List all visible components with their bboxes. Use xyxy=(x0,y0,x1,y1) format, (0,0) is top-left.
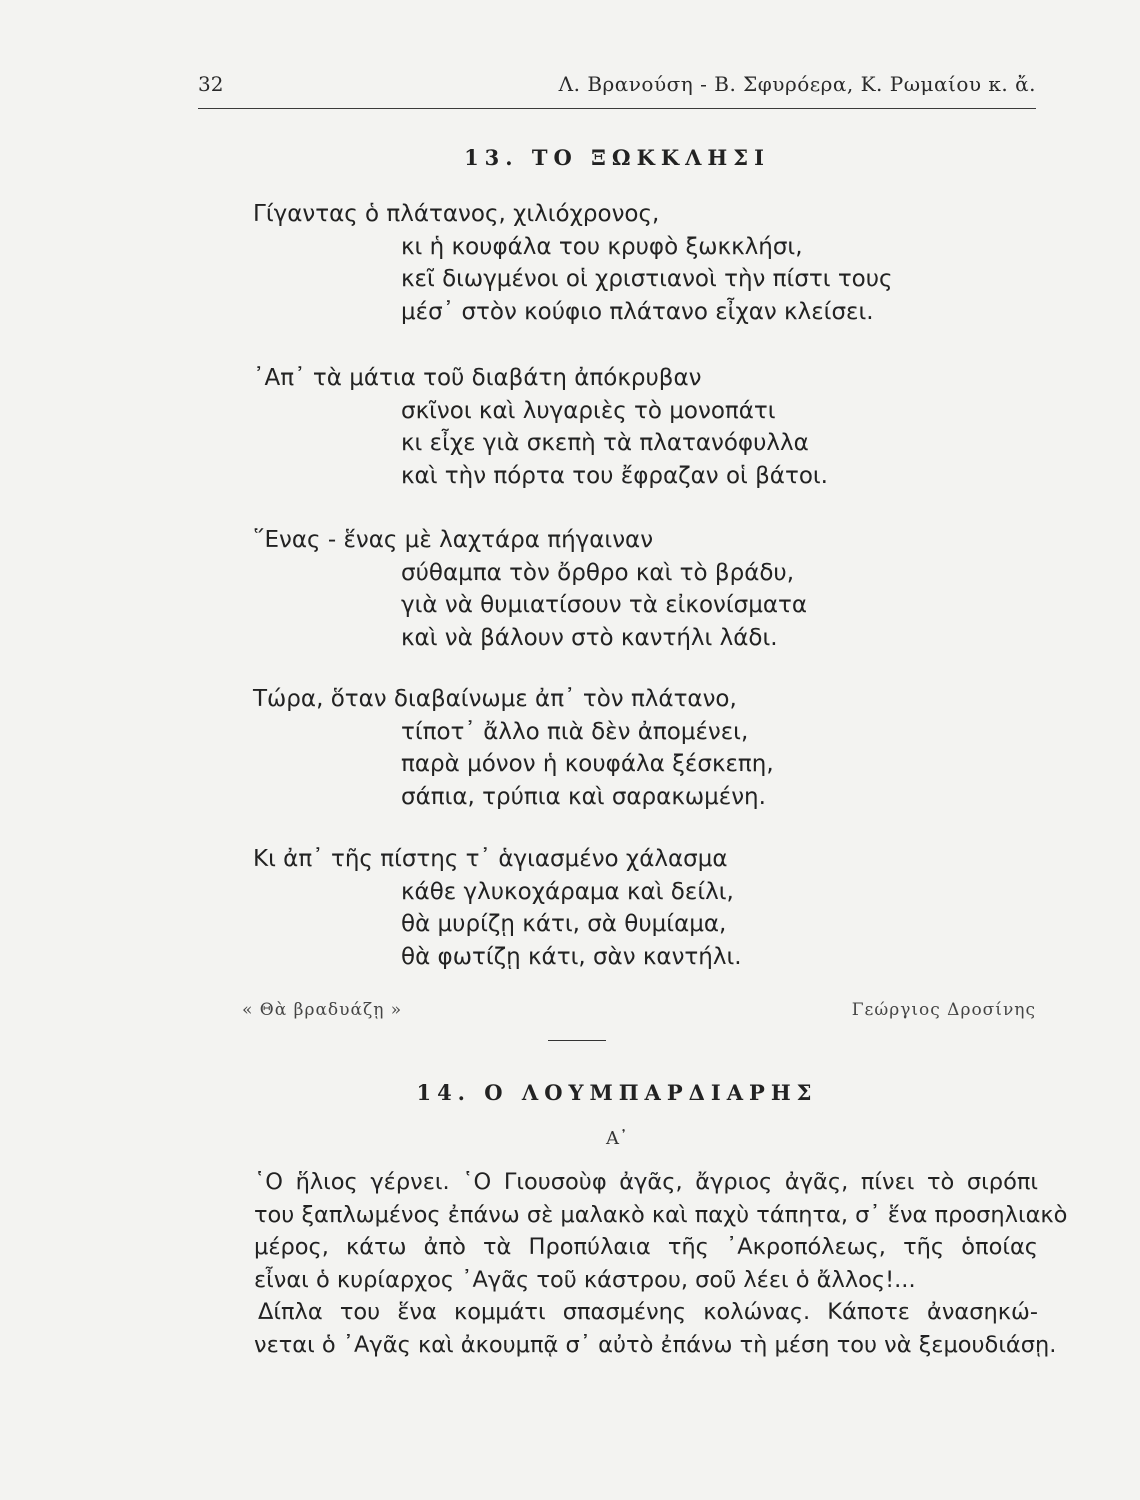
stanza-1 xyxy=(253,198,1053,328)
poem-author: Γεώργιος Δροσίνης xyxy=(851,1000,1036,1020)
section-separator xyxy=(548,1040,606,1041)
verse-line: τίποτ᾽ ἄλλο πιὰ δὲν ἀπομένει, xyxy=(401,718,749,745)
verse-line: κι εἶχε γιὰ σκεπὴ τὰ πλατανόφυλλα xyxy=(401,430,809,456)
verse-line: σάπια, τρύπια καὶ σαρακωμένη. xyxy=(401,783,766,810)
verse-line: σκῖνοι καὶ λυγαριὲς τὸ μονοπάτι xyxy=(401,397,776,424)
verse-line: ᾽Απ᾽ τὰ μάτια τοῦ διαβάτη ἀπόκρυβαν xyxy=(253,365,702,391)
prose-line: εἶναι ὁ κυρίαρχος ᾽Αγᾶς τοῦ κάστρου, σοῦ λέει ὁ ἄλλος!... xyxy=(254,1266,916,1293)
stanza-4 xyxy=(253,683,1053,813)
verse-line: Γίγαντας ὁ πλάτανος, χιλιόχρονος, xyxy=(253,201,660,227)
verse-line: σύθαμπα τὸν ὄρθρο καὶ τὸ βράδυ, xyxy=(401,559,795,586)
verse-line: Τώρα, ὅταν διαβαίνωμε ἀπ᾽ τὸν πλάτανο, xyxy=(253,686,737,712)
page-number: 32 xyxy=(198,72,224,96)
poem-title: 13. ΤΟ ΞΩΚΚΛΗΣΙ xyxy=(464,145,770,170)
verse-line: θὰ φωτίζῃ κάτι, σὰν καντήλι. xyxy=(401,943,742,970)
verse-line: καὶ τὴν πόρτα του ἔφραζαν οἱ βάτοι. xyxy=(401,462,828,489)
verse-line: παρὰ μόνον ἡ κουφάλα ξέσκεπη, xyxy=(401,751,774,777)
story-title: 14. Ο ΛΟΥΜΠΑΡΔΙΑΡΗΣ xyxy=(416,1080,818,1105)
prose-line: Δίπλα του ἕνα κομμάτι σπασμένης κολώνας. Κάποτε ἀνασηκώ- xyxy=(258,1299,1038,1325)
verse-line: κεῖ διωγμένοι οἱ χριστιανοὶ τὴν πίστι τους xyxy=(401,266,893,292)
stanza-2 xyxy=(253,362,1053,492)
verse-line: καὶ νὰ βάλουν στὸ καντήλι λάδι. xyxy=(401,624,778,651)
verse-line: θὰ μυρίζῃ κάτι, σὰ θυμίαμα, xyxy=(401,911,727,937)
verse-line: Κι ἀπ᾽ τῆς πίστης τ᾽ ἁγιασμένο χάλασμα xyxy=(253,846,728,872)
stanza-5 xyxy=(253,843,1053,973)
stanza-3 xyxy=(253,524,1053,654)
paragraph-1 xyxy=(254,1166,1068,1296)
verse-line: κάθε γλυκοχάραμα καὶ δείλι, xyxy=(401,878,734,905)
paragraph-2 xyxy=(254,1296,1057,1361)
verse-line: γιὰ νὰ θυμιατίσουν τὰ εἰκονίσματα xyxy=(401,592,808,618)
prose-line: νεται ὁ ᾽Αγᾶς καὶ ἀκουμπᾷ σ᾽ αὐτὸ ἐπάνω τὴ μέση του νὰ ξεμουδιάσῃ. xyxy=(254,1331,1057,1358)
verse-line: κι ἡ κουφάλα του κρυφὸ ξωκκλήσι, xyxy=(401,233,803,260)
running-title: Λ. Βρανούση - Β. Σφυρόερα, Κ. Ρωμαίου κ. ἄ. xyxy=(558,72,1036,96)
prose-line: του ξαπλωμένος ἐπάνω σὲ μαλακὸ καὶ παχὺ τάπητα, σ᾽ ἕνα προσηλιακὸ xyxy=(254,1201,1068,1228)
prose-line: μέρος, κάτω ἀπὸ τὰ Προπύλαια τῆς ᾽Ακροπόλεως, τῆς ὁποίας xyxy=(254,1234,1038,1260)
poem-source: « Θὰ βραδυάζῃ » xyxy=(242,1000,403,1020)
prose-line: ῾Ο ἥλιος γέρνει. ῾Ο Γιουσοὺφ ἀγᾶς, ἄγριος ἀγᾶς, πίνει τὸ σιρόπι xyxy=(254,1169,1038,1195)
story-part: Α᾽ xyxy=(606,1128,628,1149)
story-text xyxy=(254,1166,1068,1361)
verse-line: μέσ᾽ στὸν κούφιο πλάτανο εἶχαν κλείσει. xyxy=(401,298,874,325)
header-rule xyxy=(198,108,1036,109)
verse-line: ῞Ενας - ἕνας μὲ λαχτάρα πήγαιναν xyxy=(253,527,654,553)
running-header xyxy=(198,72,1036,102)
